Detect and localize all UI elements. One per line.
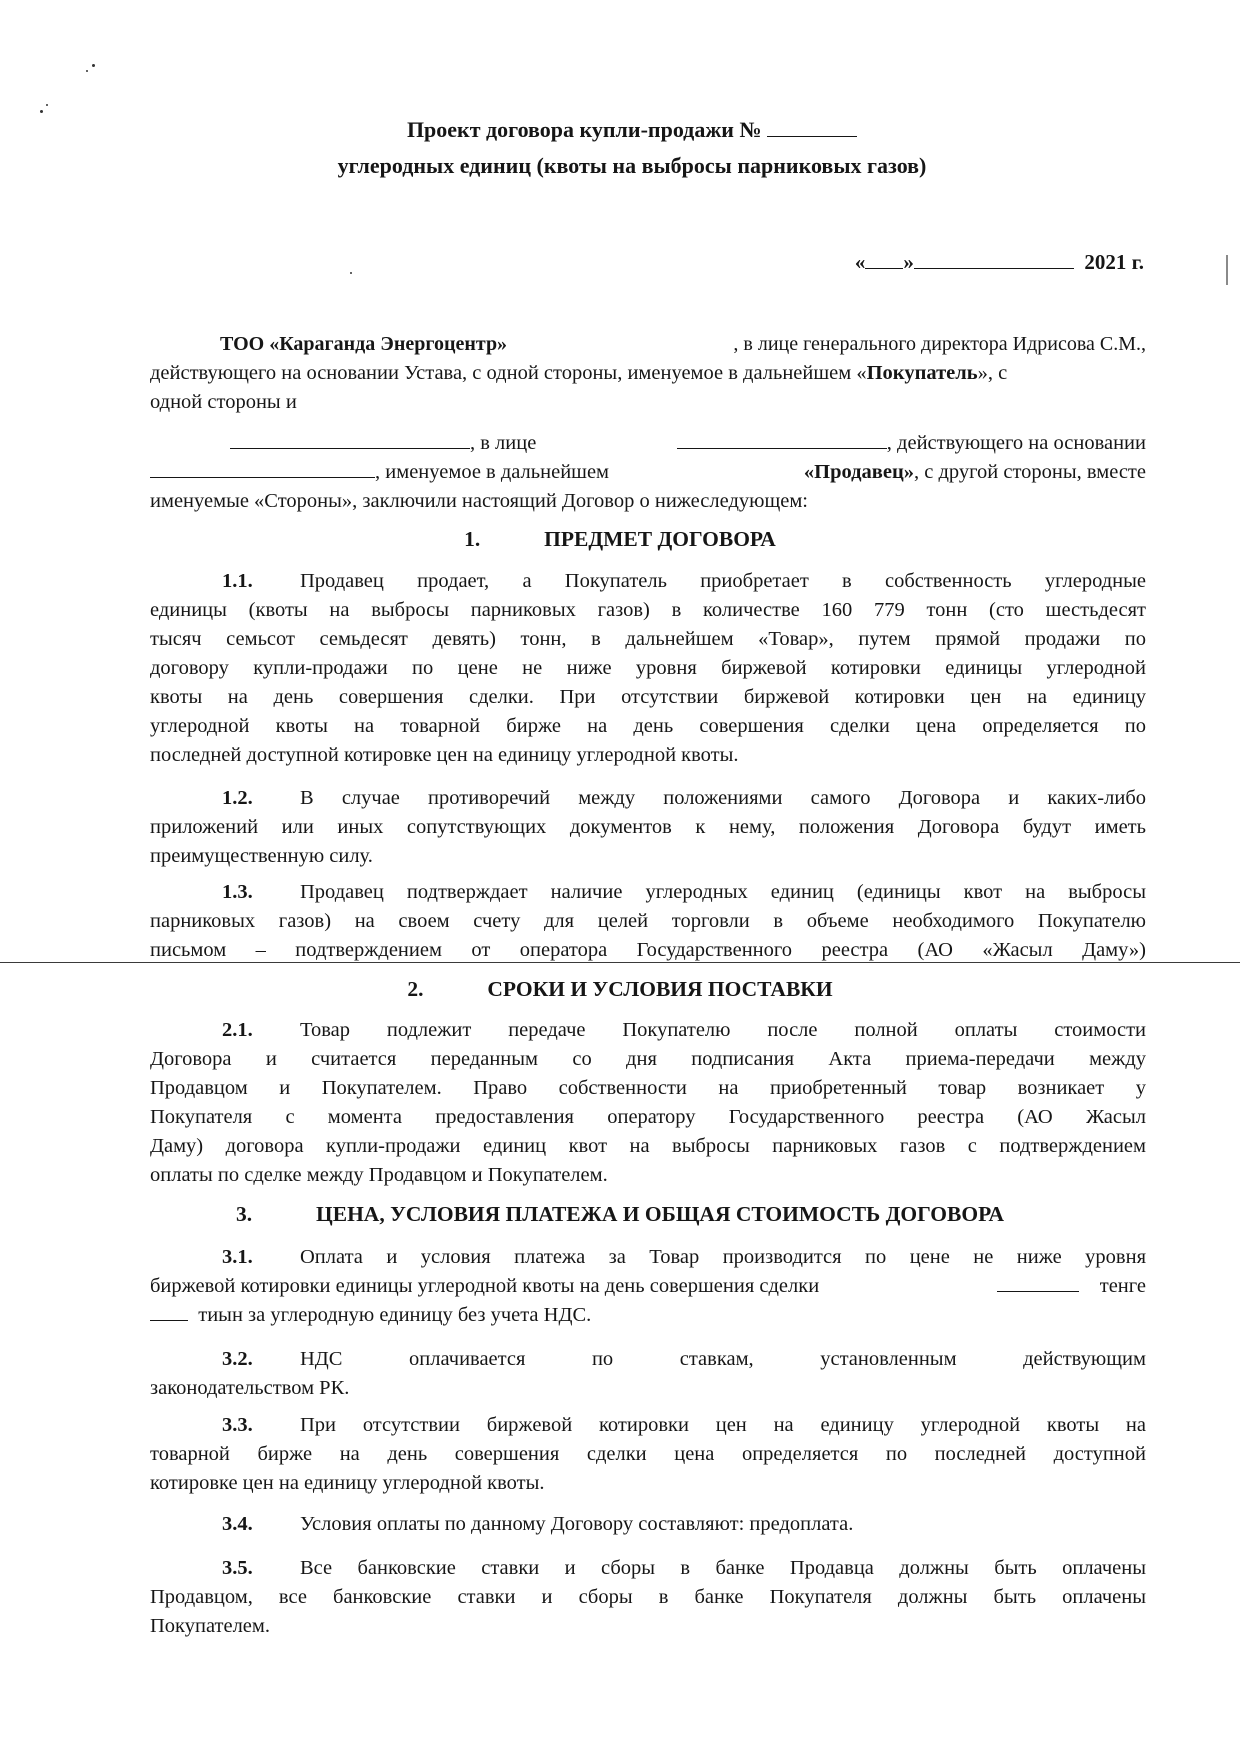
clause-3-2: 3.2. НДС оплачивается по ставкам, установленным действующим законодательством РК. xyxy=(150,1348,1146,1399)
scan-fold-line xyxy=(0,962,1240,963)
contract-number-blank xyxy=(767,119,857,137)
buyer-role: Покупатель xyxy=(866,362,978,384)
buyer-name: ТОО «Караганда Энергоцентр» xyxy=(220,333,508,355)
preamble-seller: , в лице , действующего на основании , именуемое в дальнейшем «Продавец», с другой стороны, вместе именуемые «Стороны», заключили настоящий Договор о нижеследующем: xyxy=(150,432,1146,512)
clause-1-1: 1.1. Продавец продает, а Покупатель приобретает в собственность углеродные единицы (квоты на выбросы парниковых газов) в количестве 160 779 тонн (сто шестьдесят тысяч семьсот семьдесят девять) тонн, в дальнейшем «Товар», путем прямой продажи по договору купли-продажи по цене не ниже уровня биржевой котировки единицы углеродной квоты на день совершения сделки. При отсутствии биржевой котировки цен на единицу углеродной квоты на товарной бирже на день совершения сделки цена определяется по последней доступной котировке цен на единицу углеродной квоты. xyxy=(150,570,1146,766)
scan-speck xyxy=(86,70,88,72)
seller-representative-blank xyxy=(677,431,887,449)
seller-basis-blank xyxy=(150,460,375,478)
clause-3-5: 3.5. Все банковские ставки и сборы в банке Продавца должны быть оплачены Продавцом, все банковские ставки и сборы в банке Покупателя должны быть оплачены Покупателем. xyxy=(150,1557,1146,1637)
seller-name-blank xyxy=(230,431,470,449)
scan-speck xyxy=(40,110,43,113)
clause-3-3: 3.3. При отсутствии биржевой котировки цен на единицу углеродной квоты на товарной бирже на день совершения сделки цена определяется по последней доступной котировке цен на единицу углеродной квоты. xyxy=(150,1414,1146,1494)
preamble-buyer: ТОО «Караганда Энергоцентр» , в лице генерального директора Идрисова С.М., действующего на основании Устава, с одной стороны, именуемое в дальнейшем «Покупатель», с одной стороны и xyxy=(150,333,1146,413)
scan-speck xyxy=(92,64,95,67)
scan-edge-mark xyxy=(1226,255,1228,285)
section-2-heading: 2. СРОКИ И УСЛОВИЯ ПОСТАВКИ xyxy=(407,977,833,1001)
seller-role: «Продавец» xyxy=(803,461,915,483)
price-tenge-blank xyxy=(997,1274,1079,1292)
date-month-blank xyxy=(914,251,1074,269)
clause-3-4: 3.4. Условия оплаты по данному Договору составляют: предоплата. xyxy=(222,1513,854,1535)
clause-1-2: 1.2. В случае противоречий между положениями самого Договора и каких-либо приложений или иных сопутствующих документов к нему, положения Договора будут иметь преимущественную силу. xyxy=(150,787,1146,867)
scan-speck xyxy=(350,272,352,274)
contract-date: « » 2021 г. xyxy=(854,250,1144,274)
price-tiyn-blank xyxy=(150,1303,188,1321)
clause-3-1: 3.1. Оплата и условия платежа за Товар производится по цене не ниже уровня биржевой котировки единицы углеродной квоты на день совершения сделки тенге тиын за углеродную единицу без учета НДС. xyxy=(150,1246,1146,1326)
clause-2-1: 2.1. Товар подлежит передаче Покупателю после полной оплаты стоимости Договора и считается переданным со дня подписания Акта приема-передачи между Продавцом и Покупателем. Право собственности на приобретенный товар возникает у Покупателя с момента предоставления оператору Государственного реестра (АО Жасыл Даму) договора купли-продажи единиц квот на выбросы парниковых газов с подтверждением оплаты по сделке между Продавцом и Покупателем. xyxy=(150,1019,1146,1186)
section-3-heading: 3. ЦЕНА, УСЛОВИЯ ПЛАТЕЖА И ОБЩАЯ СТОИМОСТЬ ДОГОВОРА xyxy=(236,1202,1004,1226)
document-title: Проект договора купли-продажи № xyxy=(0,117,1240,143)
date-day-blank xyxy=(865,251,903,269)
scan-speck xyxy=(46,104,48,106)
clause-1-3: 1.3. Продавец подтверждает наличие углеродных единиц (единицы квот на выбросы парниковых газов) на своем счету для целей торговли в объеме необходимого Покупателю письмом – подтверждением от оператора Государственного реестра (АО «Жасыл Даму») xyxy=(150,881,1146,961)
section-1-heading: 1. ПРЕДМЕТ ДОГОВОРА xyxy=(464,527,776,551)
document-subtitle: углеродных единиц (квоты на выбросы парниковых газов) xyxy=(337,153,927,178)
